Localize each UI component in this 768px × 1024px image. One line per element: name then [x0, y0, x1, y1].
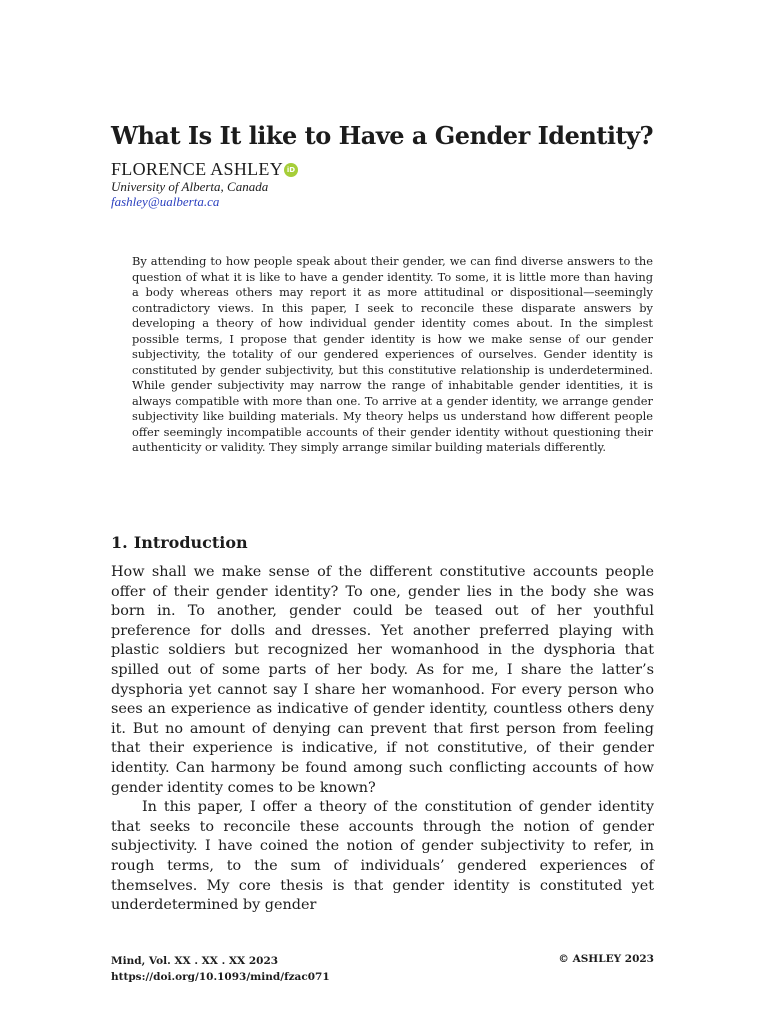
author-name: FLORENCE ASHLEY	[111, 159, 284, 179]
abstract: By attending to how people speak about their gender, we can find diverse answers to the question of what it is like to have a gender identity. To some, it is little more than having a body whereas others may report it as more attitudinal or dispositional—seemingly contradictory views. In this paper, I seek to reconcile these disparate answers by developing a theory of how individual gender identity comes about. In the simplest possible terms, I propose that gender identity is how we make sense of our gender subjectivity, the totality of our gendered experiences of ourselves. Gender identity is constituted by gender subjectivity, but this constitutive relationship is underdetermined. While gender subjectivity may narrow the range of inhabitable gender identities, it is always compatible with more than one. To arrive at a gender identity, we arrange gender subjectivity like building materials. My theory helps us understand how different people offer seemingly incompatible accounts of their gender identity without questioning their authenticity or validity. They simply arrange similar building materials differently.	[132, 254, 653, 454]
body-paragraph: How shall we make sense of the different constitutive accounts people offer of their gender identity? To one, gender lies in the body she was born in. To another, gender could be teased out of her youthful preference for dolls and dresses. Yet another preferred playing with plastic soldiers but recognized her womanhood in the dysphoria that spilled out of some parts of her body. As for me, I share the latter’s dysphoria yet cannot say I share her womanhood. For every person who sees an experience as indicative of gender identity, countless others deny it. But no amount of denying can prevent that first person from feeling that their experience is indicative, if not constitutive, of their gender identity. Can harmony be found among such conflicting accounts of how gender identity comes to be known?	[111, 564, 654, 796]
section-title: Introduction	[133, 533, 248, 552]
body-paragraph: In this paper, I offer a theory of the constitution of gender identity that seeks to reconcile these accounts through the notion of gender subjectivity. I have coined the notion of gender subjectivity to refer, in rough terms, to the sum of individuals’ gendered experiences of themselves. My core thesis is that gender identity is constituted yet underdetermined by gender	[111, 799, 654, 914]
footer-journal: Mind, Vol. XX . XX . XX 2023	[111, 955, 279, 967]
footer-doi-link[interactable]: https://doi.org/10.1093/mind/fzac071	[111, 971, 330, 983]
section-heading	[111, 533, 248, 552]
footer-citation	[111, 953, 330, 985]
paper-page	[111, 0, 654, 1024]
paper-title: What Is It like to Have a Gender Identity?	[111, 121, 654, 150]
footer-copyright: © ASHLEY 2023	[558, 953, 654, 965]
orcid-icon[interactable]: iD	[284, 163, 298, 177]
section-number: 1.	[111, 533, 128, 552]
author-email-link[interactable]: fashley@ualberta.ca	[111, 194, 220, 209]
author-line	[111, 159, 298, 180]
author-affiliation: University of Alberta, Canada	[111, 179, 269, 194]
section-body	[111, 563, 654, 916]
